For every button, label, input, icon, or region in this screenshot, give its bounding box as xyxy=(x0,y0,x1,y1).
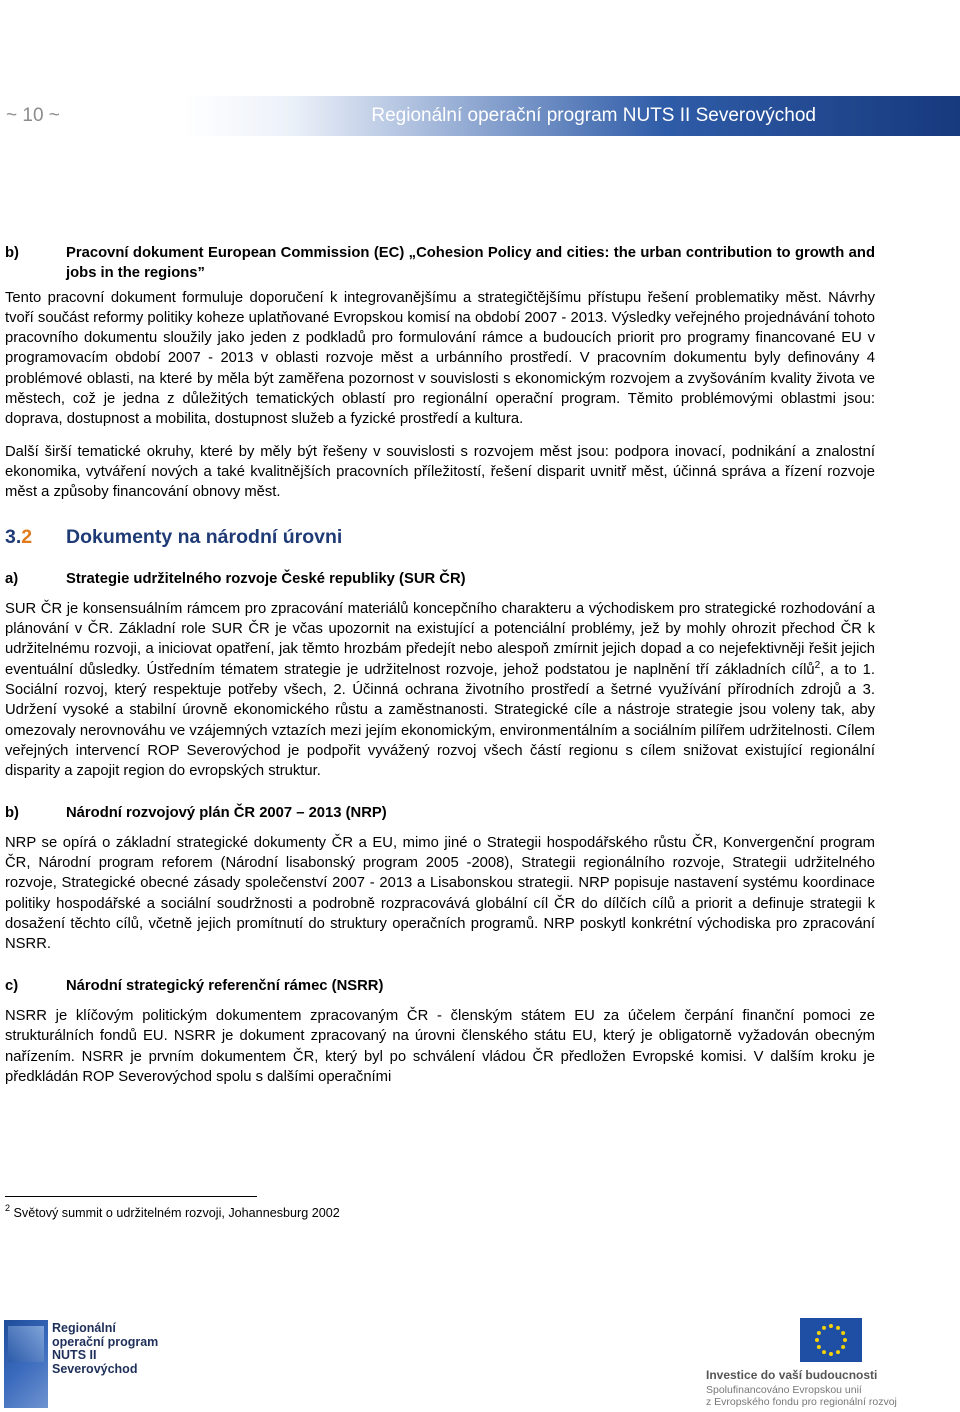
eu-stars-icon xyxy=(800,1318,862,1362)
item-c-heading xyxy=(5,976,875,996)
item-b-paragraph: NRP se opírá o základní strategické dokumenty ČR a EU, mimo jiné o Strategii hospodářského růstu ČR, Konvergenční program ČR, Národní program reforem (Národní lisabonský program 2005 -2008), Strategii regionálního rozvoje, Strategii udržitelného rozvoje, Strategické obecné zásady společenství 2007 - 2013 a Lisabonskou strategii. NRP popisuje nastavení systému koordinace politiky hospodářské a sociální soudržnosti a podrobně rozpracovává globální cíl ČR do dílčích cílů a priorit a definuje strategii k dosažení těchto cílů, včetně jejich promítnutí do struktury operačních programů. NRP poskytl konkrétní východiska pro zpracování NSRR. xyxy=(5,834,875,953)
eu-star xyxy=(817,1331,821,1335)
section-title: Dokumenty na národní úrovni xyxy=(66,525,343,548)
eu-funding-text: Spolufinancováno Evropskou unií z Evropského fondu pro regionální rozvoj xyxy=(706,1384,897,1408)
eu-star xyxy=(836,1350,840,1354)
rop-logo xyxy=(4,1320,174,1408)
eu-star xyxy=(829,1352,833,1356)
item-c-paragraph: NSRR je klíčovým politickým dokumentem zpracovaným ČR - členským státem EU za účelem čerpání finanční pomoci ze strukturálních fondů EU. NSRR je dokument zpracovaný na úrovni členského státu EU, který je obligatorně vyžadován obecným nařízením. NSRR je prvním dokumentem ČR, který byl po schválení vládou ČR předložen Evropské komisi. V dalším kroku je předkládán ROP Severovýchod spolu s dalšími operačními xyxy=(5,1007,875,1085)
page-header xyxy=(0,96,960,136)
eu-star xyxy=(817,1345,821,1349)
eu-star xyxy=(822,1326,826,1330)
page-content xyxy=(5,243,875,1087)
item-heading-text: Národní rozvojový plán ČR 2007 – 2013 (NRP) xyxy=(66,804,387,821)
item-heading-text: Národní strategický referenční rámec (NSRR) xyxy=(66,977,384,994)
eu-star xyxy=(815,1338,819,1342)
item-heading-text: Pracovní dokument European Commission (EC) „Cohesion Policy and cities: the urban contribution to growth and jobs in the regions” xyxy=(66,245,875,282)
page-number: ~ 10 ~ xyxy=(6,105,60,126)
rop-logo-text: Regionální operační program NUTS II Severovýchod xyxy=(52,1321,159,1376)
section-number: 3.2 xyxy=(5,525,33,548)
item-b-heading xyxy=(5,803,875,823)
item-label: c) xyxy=(5,977,19,994)
eu-document-heading xyxy=(5,243,875,284)
eu-paragraph-2: Další širší tematické okruhy, které by měly být řešeny v souvislosti s rozvojem měst jsou: podpora inovací, podnikání a znalostní ekonomika, vytváření nových a také kvalitnějších pracovních příležitostí, řešení disparit uvnitř měst, účinná správa a řízení rozvoje měst a způsoby financování obnovy měst. xyxy=(5,443,875,501)
item-label: b) xyxy=(5,804,19,821)
footnote xyxy=(5,1203,340,1220)
item-a-paragraph: SUR ČR je konsensuálním rámcem pro zpracování materiálů koncepčního charakteru a východiskem pro strategické rozhodování a plánování v ČR. Základní role SUR ČR je včas upozornit na existující a potenciální problémy, jež by mohly ohrozit přechod ČR k udržitelnému rozvoji, a iniciovat opatření, jak těmto hrozbám předejít nebo alespoň zmírnit jejich dopad a co nejefektivněji řešit jejich eventuální důsledky. Ústředním tématem strategie je udržitelnost rozvoje, jehož podstatou je naplnění tří základních cílů$^2$, a to 1. Sociální rozvoj, který respektuje potřeby všech, 2. Účinná ochrana životního prostředí a šetrné využívání přírodních zdrojů a 3. Udržení vysoké a stabilní úrovně ekonomického růstu a zaměstnanosti. Strategické cíle a nástroje strategie jsou voleny tak, aby omezovaly nerovnováhu ve vzájemných vztazích mezi jejím ekonomickým, environmentálním a sociálním pilířem udržitelnosti. Cílem veřejných intervencí ROP Severovýchod je podpořit vyvážený rozvoj všech částí regionu s cílem snižovat existující regionální disparity a zapojit region do evropských struktur. xyxy=(5,600,876,780)
item-heading-text: Strategie udržitelného rozvoje České republiky (SUR ČR) xyxy=(66,570,466,587)
eu-star xyxy=(822,1350,826,1354)
eu-star xyxy=(841,1331,845,1335)
rop-logo-mark xyxy=(4,1320,48,1408)
eu-star xyxy=(843,1338,847,1342)
header-band xyxy=(183,96,960,136)
item-a-heading xyxy=(5,569,875,589)
eu-slogan: Investice do vaší budoucnosti xyxy=(706,1368,878,1382)
footnote-separator xyxy=(5,1196,257,1197)
eu-flag-icon xyxy=(800,1318,862,1362)
eu-star xyxy=(841,1345,845,1349)
footnote-reference: 2 xyxy=(814,659,821,671)
item-label: b) xyxy=(5,245,19,261)
eu-paragraph-1: Tento pracovní dokument formuluje doporučení k integrovanějšímu a strategičtějšímu přístupu řešení problematiky měst. Návrhy tvoří součást reformy politiky koheze uplatňované Evropskou komisí na období 2007 - 2013. Výsledky veřejného projednávání tohoto pracovního dokumentu sloužily jako jeden z podkladů pro formulování rámce a budoucích priorit pro programy financované EU v programovacím období 2007 - 2013 v oblasti rozvoje měst a urbánního prostředí. V pracovním dokumentu byly definovány 4 problémové oblasti, na které by měla být zaměřena pozornost v souvislosti s ekonomickým rozvojem a zvyšováním kvality života ve městech, což je jedna z důležitých tematických oblastí pro regionální operační program. Těmito problémovými oblastmi jsou: doprava, dostupnost a mobilita, dostupnost služeb a fyzické prostředí a kultura. xyxy=(5,289,875,428)
header-title: Regionální operační program NUTS II Severovýchod xyxy=(371,105,816,126)
eu-logo xyxy=(700,1318,897,1410)
footnote-text: Světový summit o udržitelném rozvoji, Johannesburg 2002 xyxy=(13,1206,340,1220)
item-label: a) xyxy=(5,570,19,587)
footnote-mark: 2 xyxy=(5,1203,11,1213)
eu-star xyxy=(829,1324,833,1328)
eu-star xyxy=(836,1326,840,1330)
section-heading-3-2 xyxy=(5,525,875,549)
